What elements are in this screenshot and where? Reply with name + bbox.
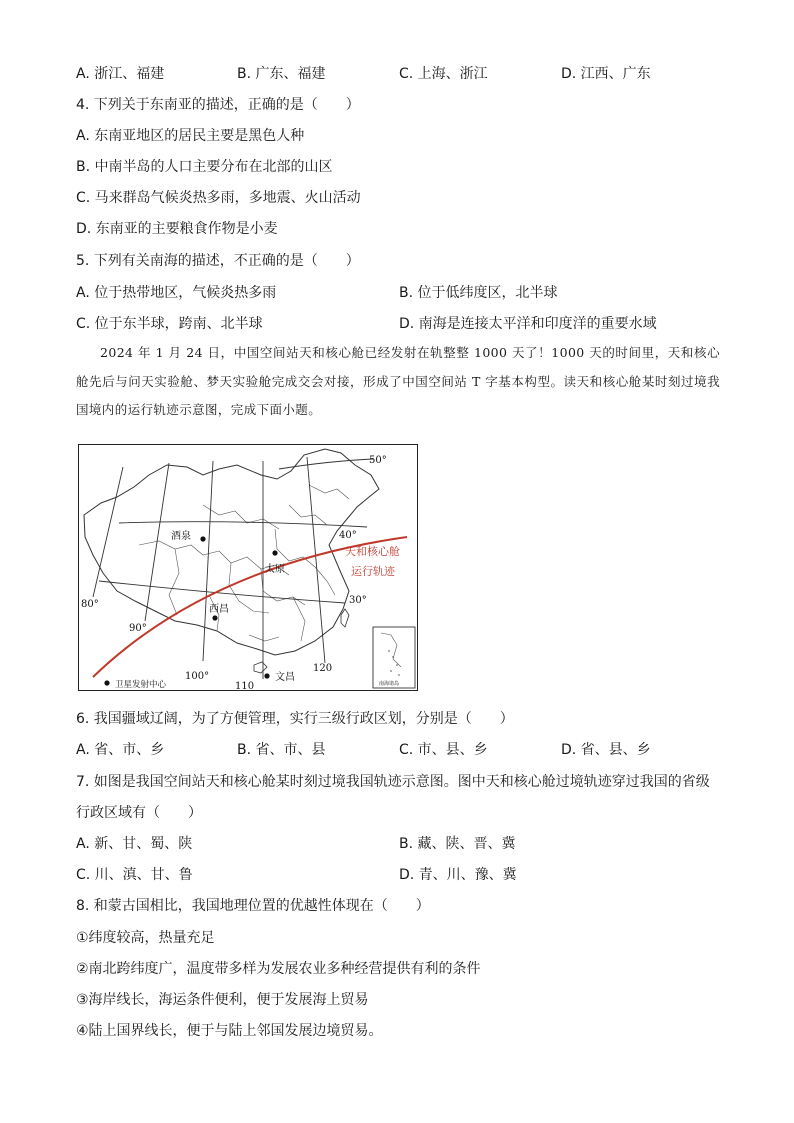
label-lon-100: 100° — [185, 671, 210, 682]
q8-item-3: ③海岸线长，海运条件便利，便于发展海上贸易 — [76, 992, 369, 1008]
label-lat-50: 50° — [369, 455, 387, 466]
label-lon-120: 120 — [313, 663, 333, 674]
inset-label: 南海诸岛 — [379, 681, 400, 687]
q4-option-b: B. 中南半岛的人口主要分布在北部的山区 — [76, 159, 333, 175]
legend-dot — [104, 680, 109, 685]
label-lon-80: 80° — [81, 599, 99, 610]
q7-stem-line2: 行政区域有（ ） — [76, 805, 202, 821]
q3-option-d: D. 江西、广东 — [561, 66, 651, 82]
taiwan-island — [341, 609, 349, 627]
label-wenchang: 文昌 — [275, 672, 295, 683]
track-label-line2: 运行轨迹 — [351, 565, 395, 578]
q7-option-c: C. 川、滇、甘、鲁 — [76, 867, 193, 883]
q7-option-d: D. 青、川、豫、冀 — [399, 867, 517, 883]
q5-option-c: C. 位于东半球，跨南、北半球 — [76, 316, 263, 332]
q4-option-d: D. 东南亚的主要粮食作物是小麦 — [76, 221, 278, 237]
q8-stem: 8. 和蒙古国相比，我国地理位置的优越性体现在（ ） — [76, 898, 430, 914]
label-jiuquan: 酒泉 — [171, 531, 191, 542]
q8-item-4: ④陆上国界线长，便于与陆上邻国发展边境贸易。 — [76, 1023, 383, 1039]
orbit-track — [93, 537, 407, 677]
q4-stem: 4. 下列关于东南亚的描述，正确的是（ ） — [76, 97, 360, 113]
china-orbit-map — [78, 444, 418, 691]
q6-option-b: B. 省、市、县 — [237, 742, 326, 758]
label-lon-110: 110 — [235, 681, 255, 690]
label-taiyuan: 太原 — [265, 564, 285, 575]
q3-option-a: A. 浙江、福建 — [76, 66, 165, 82]
q8-item-2: ②南北跨纬度广，温度带多样为发展农业多种经营提供有利的条件 — [76, 961, 481, 977]
label-lat-30: 30° — [349, 595, 367, 606]
reading-passage: 2024 年 1 月 24 日，中国空间站天和核心舱已经发射在轨整整 1000 天了！1000 天的时间里，天和核心舱先后与问天实验舱、梦天实验舱完成交会对接，形成了中国空间站 T 字基本构型。读天和核心舱某时刻过境我国境内的运行轨迹示意图，完成下面小题。 — [76, 345, 720, 417]
track-label-line1: 天和核心舱 — [345, 545, 400, 558]
q3-option-b: B. 广东、福建 — [237, 66, 326, 82]
q8-item-1: ①纬度较高，热量充足 — [76, 930, 215, 946]
wenchang-dot — [264, 673, 269, 678]
q7-option-b: B. 藏、陕、晋、冀 — [399, 836, 516, 852]
hainan-island — [254, 662, 267, 673]
q6-stem: 6. 我国疆域辽阔，为了方便管理，实行三级行政区划，分别是（ ） — [76, 711, 514, 727]
inset-frame — [373, 627, 415, 688]
q6-option-d: D. 省、县、乡 — [561, 742, 651, 758]
q3-option-c: C. 上海、浙江 — [399, 66, 488, 82]
jiuquan-dot — [200, 536, 205, 541]
label-lat-40: 40° — [339, 530, 357, 541]
q5-option-b: B. 位于低纬度区，北半球 — [399, 285, 558, 301]
q5-stem: 5. 下列有关南海的描述，不正确的是（ ） — [76, 253, 360, 269]
q6-option-c: C. 市、县、乡 — [399, 742, 488, 758]
label-xichang: 西昌 — [209, 604, 229, 615]
taiyuan-dot — [272, 550, 277, 555]
xichang-dot — [212, 615, 217, 620]
q6-option-a: A. 省、市、乡 — [76, 742, 165, 758]
label-lon-90: 90° — [129, 623, 147, 634]
legend-label: 卫星发射中心 — [115, 680, 167, 690]
q4-option-a: A. 东南亚地区的居民主要是黑色人种 — [76, 128, 305, 144]
q5-option-a: A. 位于热带地区，气候炎热多雨 — [76, 285, 277, 301]
q4-option-c: C. 马来群岛气候炎热多雨，多地震、火山活动 — [76, 190, 361, 206]
latitude-lines — [99, 459, 373, 603]
q5-option-d: D. 南海是连接太平洋和印度洋的重要水域 — [399, 316, 657, 332]
q7-option-a: A. 新、甘、蜀、陕 — [76, 836, 193, 852]
q7-stem-line1: 7. 如图是我国空间站天和核心舱某时刻过境我国轨迹示意图。图中天和核心舱过境轨迹穿过我国的省级 — [76, 774, 710, 790]
